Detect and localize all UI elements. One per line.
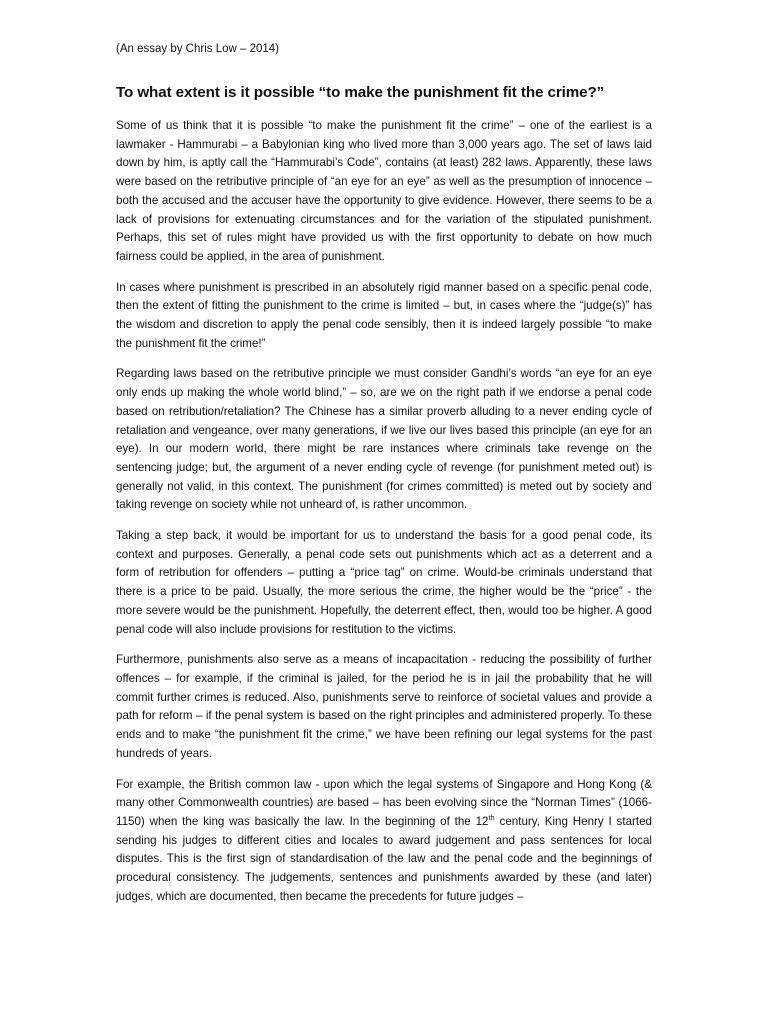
essay-byline: (An essay by Chris Low – 2014) [116,43,279,55]
paragraph-text-before-superscript: For example, the British common law - upon which the legal systems of Singapore and Hong Kong (& many other Commonwealth countries) are based – has been evolving since the “Norman Times” (1066-1150) when the king was basically the law. In the beginning of the 12 [116,777,652,828]
paragraph-incapacitation: Furthermore, punishments also serve as a means of incapacitation - reducing the possibility of further offences – for example, if the criminal is jailed, for the period he is in jail the probability that he will commit further crimes is reduced. Also, punishments serve to reinforce of societal values and provide a path for reform – if the penal system is based on the right principles and administered properly. To these ends and to make “the punishment fit the crime,” we have been refining our legal systems for the past hundreds of years. [116,653,652,760]
document-page [116,36,652,906]
essay-title: To what extent is it possible “to make the punishment fit the crime?” [116,84,605,101]
paragraph-basis-of-penal-code: Taking a step back, it would be important for us to understand the basis for a good penal code, its context and purposes. Generally, a penal code sets out punishments which act as a deterrent and a form of retribution for offenders – putting a “price tag” on crime. Would-be criminals understand that there is a price to be paid. Usually, the more serious the crime, the higher would be the “price” - the more severe would be the punishment. Hopefully, the deterrent effect, then, would too be higher. A good penal code will also include provisions for restitution to the victims. [116,529,652,636]
paragraph-british-common-law [116,776,652,907]
paragraph-rigid-penal-code: In cases where punishment is prescribed in an absolutely rigid manner based on a specific penal code, then the extent of fitting the punishment to the crime is limited – but, in cases where the “judge(s)” has the wisdom and discretion to apply the penal code sensibly, then it is indeed largely possible “to make the punishment fit the crime!” [116,280,652,350]
paragraph-hammurabi: Some of us think that it is possible “to make the punishment fit the crime” – one of the earliest is a lawmaker - Hammurabi – a Babylonian king who lived more than 3,000 years ago. The set of laws laid down by him, is aptly call the “Hammurabi’s Code”, contains (at least) 282 laws. Apparently, these laws were based on the retributive principle of “an eye for an eye” as well as the presumption of innocence – both the accused and the accuser have the opportunity to give evidence. However, there seems to be a lack of provisions for extenuating circumstances and for the variation of the stipulated punishment. Perhaps, this set of rules might have provided us with the first opportunity to debate on how much fairness could be applied, in the area of punishment. [116,119,652,263]
ordinal-superscript: th [488,812,495,822]
paragraph-retributive-principle: Regarding laws based on the retributive principle we must consider Gandhi’s words “an eye for an eye only ends up making the whole world blind,” – so, are we on the right path if we endorse a penal code based on retribution/retaliation? The Chinese has a similar proverb alluding to a never ending cycle of retaliation and vengeance, over many generations, if we live our lives based this principle (an eye for an eye). In our modern world, there might be rare instances where criminals take revenge on the sentencing judge; but, the argument of a never ending cycle of revenge (for punishment meted out) is generally not valid, in this context. The punishment (for crimes committed) is meted out by society and taking revenge on society while not unheard of, is rather uncommon. [116,367,652,512]
paragraph-text-after-superscript: century, King Henry I started sending his judges to different cities and locales to award judgement and pass sentences for local disputes. This is the first sign of standardisation of the law and the penal code and the beginnings of procedural consistency. The judgements, sentences and punishments awarded by these (and later) judges, which are documented, then became the precedents for future judges – [116,814,653,903]
